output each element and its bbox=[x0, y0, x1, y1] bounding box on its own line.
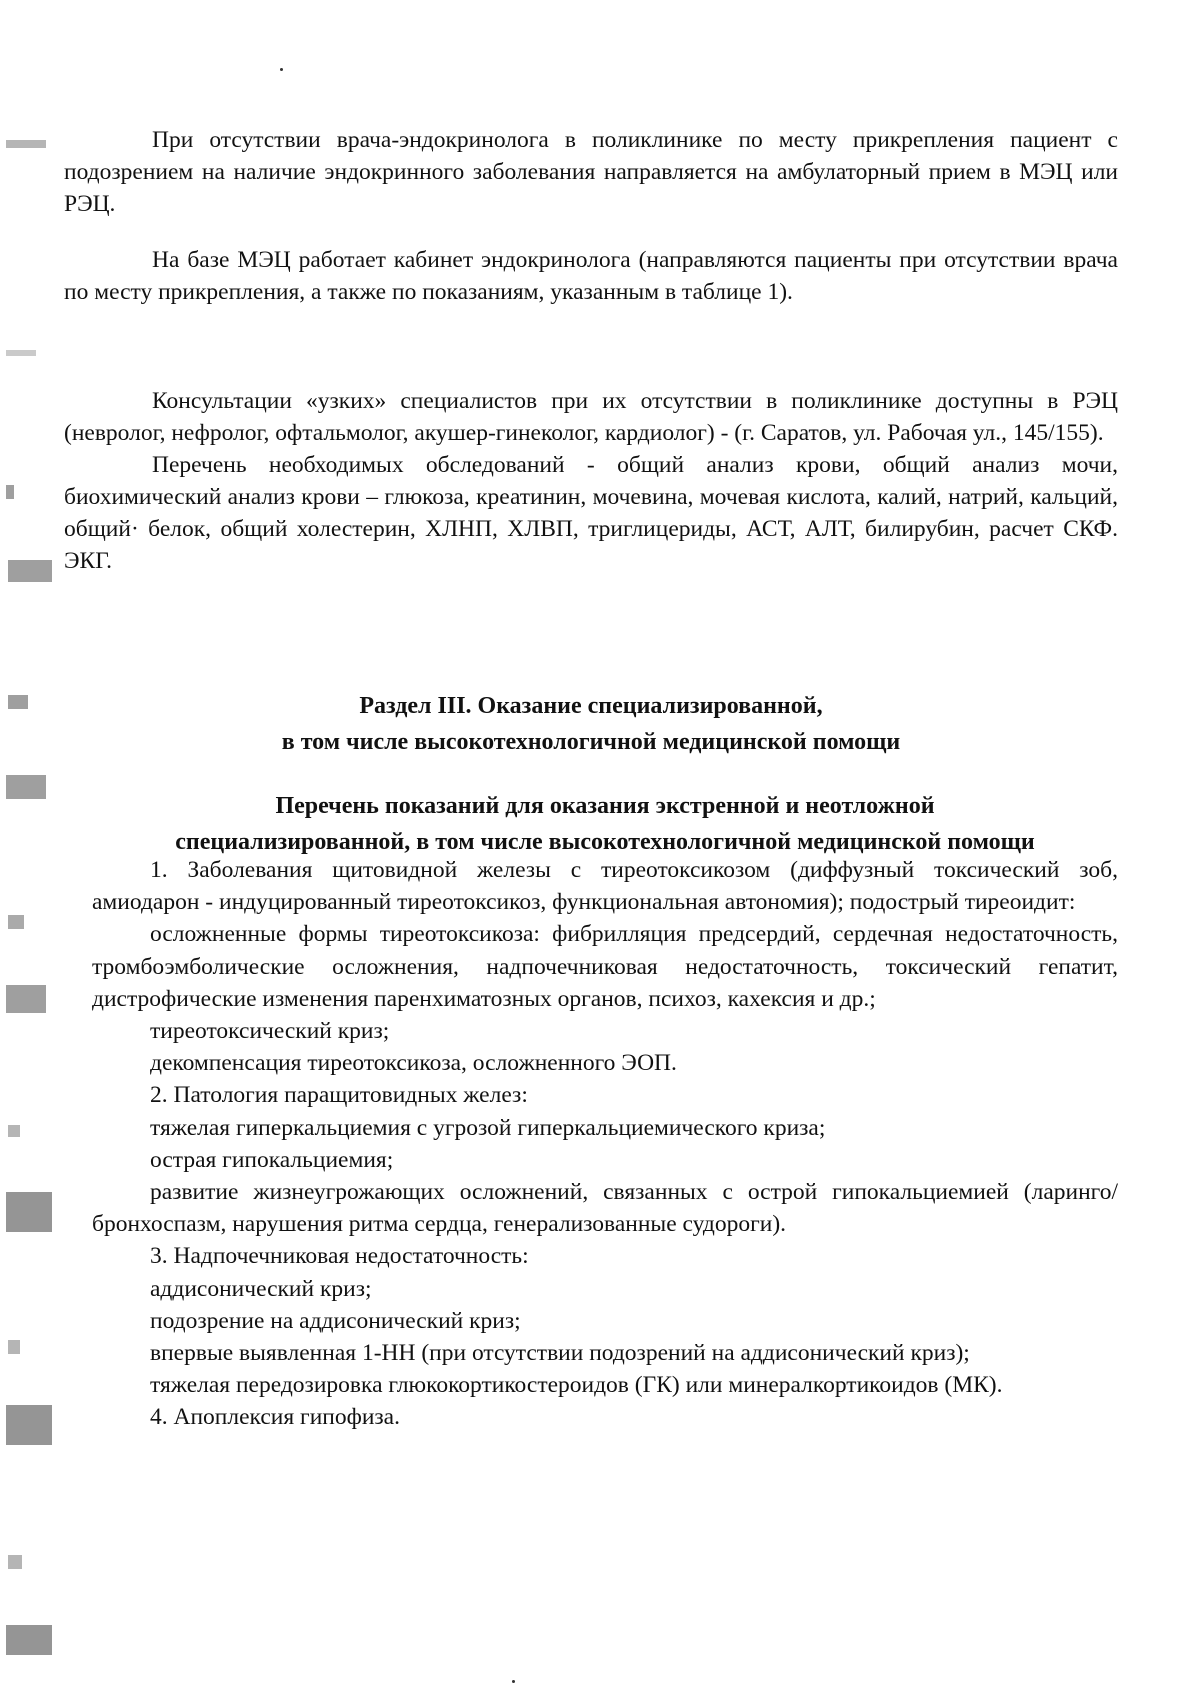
section-heading bbox=[64, 688, 1118, 760]
list-item: острая гипокальциемия; bbox=[150, 1146, 394, 1173]
intro-paragraph-1 bbox=[64, 124, 1118, 220]
list-item: тиреотоксический криз; bbox=[150, 1018, 390, 1045]
paragraph-text: На базе МЭЦ работает кабинет эндокринолога (направляются пациенты при отсутствии врача по месту прикрепления, а также по показаниям, указанным в таблице 1). bbox=[64, 247, 1118, 305]
list-heading-line: Перечень показаний для оказания экстренной и неотложной bbox=[275, 793, 935, 819]
list-heading-line: специализированной, в том числе высокотехнологичной медицинской помощи bbox=[175, 829, 1035, 855]
intro-paragraph-3 bbox=[64, 385, 1118, 577]
paragraph-text: При отсутствии врача-эндокринолога в поликлинике по месту прикрепления пациент с подозрением на наличие эндокринного заболевания направляется на амбулаторный прием в МЭЦ или РЭЦ. bbox=[64, 127, 1118, 217]
list-item: декомпенсация тиреотоксикоза, осложненного ЭОП. bbox=[150, 1050, 677, 1077]
list-item: впервые выявленная 1-НН (при отсутствии подозрений на аддисонический криз); bbox=[150, 1340, 970, 1367]
section-heading-line: в том числе высокотехнологичной медицинской помощи bbox=[281, 729, 901, 755]
list-item: 3. Надпочечниковая недостаточность: bbox=[150, 1243, 529, 1270]
scan-dot bbox=[280, 68, 283, 71]
section-heading-line: Раздел III. Оказание специализированной, bbox=[359, 693, 823, 719]
scan-dot bbox=[512, 1680, 515, 1683]
list-item: тяжелая передозировка глюкокортикостероидов (ГК) или минералкортикоидов (МК). bbox=[150, 1372, 1003, 1399]
paragraph-text: Консультации «узких» специалистов при их отсутствии в поликлинике доступны в РЭЦ (невролог, нефролог, офтальмолог, акушер-гинеколог, кардиолог) - (г. Саратов, ул. Рабочая ул., 145/155). bbox=[64, 388, 1118, 446]
paragraph-text: Перечень необходимых обследований - общий анализ крови, общий анализ мочи, биохимический анализ крови – глюкоза, креатинин, мочевина, мочевая кислота, калий, натрий, кальций, общий· белок, общий холестерин, ХЛНП, ХЛВП, триглицериды, АСТ, АЛТ, билирубин, расчет СКФ. ЭКГ. bbox=[64, 452, 1118, 574]
list-heading bbox=[92, 788, 1118, 860]
list-item: 4. Апоплексия гипофиза. bbox=[150, 1404, 400, 1431]
list-item: 2. Патология паращитовидных желез: bbox=[150, 1082, 528, 1109]
indications-list bbox=[92, 854, 1118, 1434]
list-item: осложненные формы тиреотоксикоза: фибрилляция предсердий, сердечная недостаточность, тромбоэмболические осложнения, надпочечниковая недостаточность, токсический гепатит, дистрофические изменения паренхиматозных органов, психоз, кахексия и др.; bbox=[92, 921, 1118, 1012]
list-item: 1. Заболевания щитовидной железы с тиреотоксикозом (диффузный токсический зоб, амиодарон - индуцированный тиреотоксикоз, функциональная автономия); подострый тиреоидит: bbox=[92, 857, 1118, 916]
list-item: аддисонический криз; bbox=[150, 1275, 372, 1302]
list-item: развитие жизнеугрожающих осложнений, связанных с острой гипокальциемией (ларинго/бронхоспазм, нарушения ритма сердца, генерализованные судороги). bbox=[92, 1179, 1118, 1238]
intro-paragraph-2 bbox=[64, 244, 1118, 308]
list-item: тяжелая гиперкальциемия с угрозой гиперкальциемического криза; bbox=[150, 1114, 826, 1141]
list-item: подозрение на аддисонический криз; bbox=[150, 1307, 521, 1334]
